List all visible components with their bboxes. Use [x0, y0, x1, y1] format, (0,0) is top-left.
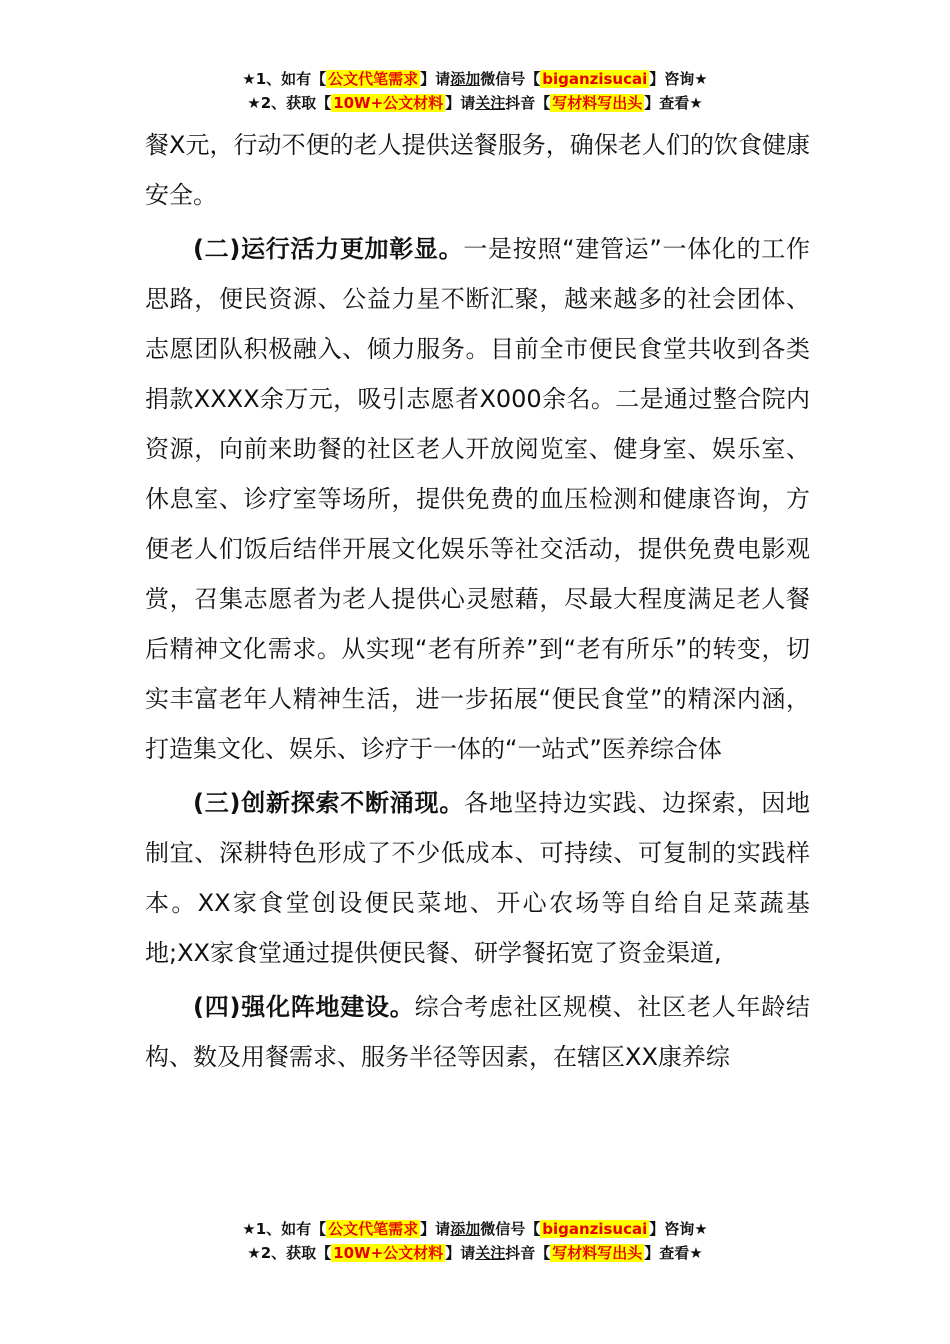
banner-text: 】请 [420, 1220, 451, 1238]
footer-banner [0, 1217, 950, 1265]
banner-highlight: 写材料写出头 [552, 94, 643, 112]
banner-text: 】咨询★ [649, 70, 708, 88]
banner-highlight: 公文代笔需求 [328, 1220, 419, 1238]
banner-line-2 [0, 91, 950, 115]
paragraph-text: 综合考虑社区规模、社区老人年龄结构、数及用餐需求、服务半径等因素，在辖区XX康养综 [145, 993, 810, 1071]
banner-underline: 添加 [450, 70, 481, 88]
section-heading: (三)创新探索不断涌现。 [193, 789, 465, 817]
banner-highlight: 写材料写出头 [552, 1244, 643, 1262]
paragraph-section-3 [145, 778, 810, 978]
banner-highlight: biganzisucai [542, 70, 648, 88]
banner-highlight: 10W+公文材料 [333, 94, 444, 112]
paragraph-section-2 [145, 224, 810, 774]
banner-underline: 关注 [475, 94, 506, 112]
banner-highlight: 10W+公文材料 [333, 1244, 444, 1262]
banner-line-1 [0, 67, 950, 91]
banner-text: 】请 [420, 70, 451, 88]
banner-text: 】请 [445, 94, 476, 112]
banner-text: 抖音【 [505, 94, 551, 112]
document-body [145, 120, 810, 1082]
banner-highlight: 公文代笔需求 [328, 70, 419, 88]
paragraph-section-4 [145, 982, 810, 1082]
footer-line-1 [0, 1217, 950, 1241]
paragraph-continuation [145, 120, 810, 220]
section-heading: (四)强化阵地建设。 [193, 993, 415, 1021]
paragraph-text: 一是按照“建管运”一体化的工作思路，便民资源、公益力星不断汇聚，越来越多的社会团体、志愿团队积极融入、倾力服务。目前全市便民食堂共收到各类捐款XXXX余万元，吸引志愿者X000余名。二是通过整合院内资源，向前来助餐的社区老人开放阅览室、健身室、娱乐室、休息室、诊疗室等场所，提供免费的血压检测和健康咨询，方便老人们饭后结伴开展文化娱乐等社交活动，提供免费电影观赏，召集志愿者为老人提供心灵慰藉，尽最大程度满足老人餐后精神文化需求。从实现“老有所养”到“老有所乐”的转变，切实丰富老年人精神生活，进一步拓展“便民食堂”的精深内涵，打造集文化、娱乐、诊疗于一体的“一站式”医养综合体 [145, 235, 811, 763]
paragraph-text: 各地坚持边实践、边探索，因地制宜、深耕特色形成了不少低成本、可持续、可复制的实践样本。XX家食堂创设便民菜地、开心农场等自给自足菜蔬基地;XX家食堂通过提供便民餐、研学餐拓宽了资金渠道, [145, 789, 811, 967]
footer-line-2 [0, 1241, 950, 1265]
banner-text: 】查看★ [644, 1244, 703, 1262]
banner-underline: 关注 [475, 1244, 506, 1262]
banner-highlight: biganzisucai [542, 1220, 648, 1238]
banner-text: ★2、获取【 [247, 1244, 332, 1262]
banner-text: 】咨询★ [649, 1220, 708, 1238]
banner-text: 】查看★ [644, 94, 703, 112]
banner-text: 微信号【 [480, 1220, 541, 1238]
banner-text: ★1、如有【 [242, 70, 327, 88]
banner-text: 微信号【 [480, 70, 541, 88]
header-banner [0, 67, 950, 115]
banner-text: 】请 [445, 1244, 476, 1262]
section-heading: (二)运行活力更加彰显。 [193, 235, 464, 263]
banner-text: 抖音【 [505, 1244, 551, 1262]
banner-underline: 添加 [450, 1220, 481, 1238]
banner-text: ★1、如有【 [242, 1220, 327, 1238]
banner-text: ★2、获取【 [247, 94, 332, 112]
paragraph-text: 餐X元，行动不便的老人提供送餐服务，确保老人们的饮食健康安全。 [145, 131, 810, 209]
